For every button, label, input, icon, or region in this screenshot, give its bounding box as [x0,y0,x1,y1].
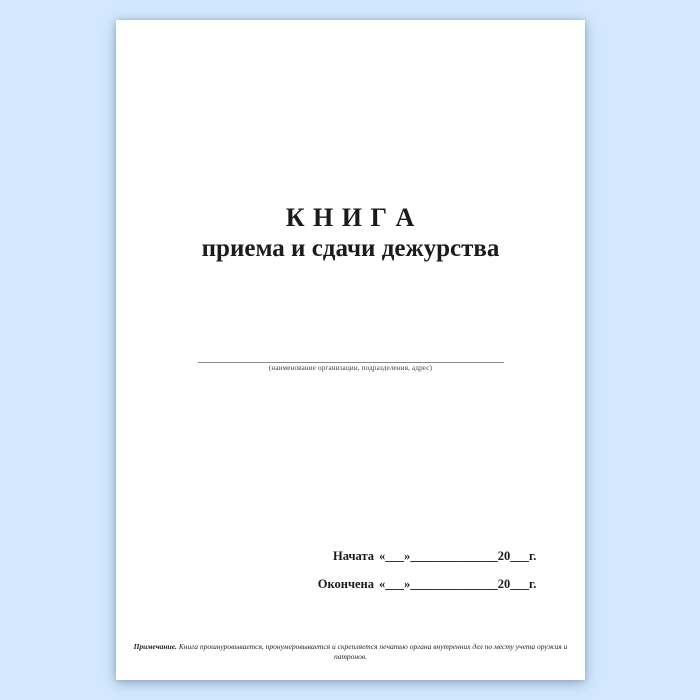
footnote [132,642,569,662]
organization-caption: (наименование организации, подразделения, адрес) [268,364,433,372]
document-page [116,20,585,680]
footnote-text: Книга прошнуровывается, пронумеровывается и скрепляется печатью органа внутренних дел по месту учета оружия и патронов. [176,642,568,661]
footnote-label: Примечание. [133,642,177,651]
book-subtitle: приема и сдачи дежурства [201,235,500,262]
started-label: Начата [333,549,374,563]
started-row [292,549,585,563]
organization-fill-in-line [198,362,504,363]
finished-row [292,577,585,591]
finished-label: Окончена [317,577,374,591]
book-title: К Н И Г А [285,203,416,232]
dates-block [116,549,585,605]
organization-block [116,362,585,372]
finished-blanks: «___»______________20___г. [379,577,537,591]
title-block [116,203,585,263]
started-blanks: «___»______________20___г. [379,549,537,563]
